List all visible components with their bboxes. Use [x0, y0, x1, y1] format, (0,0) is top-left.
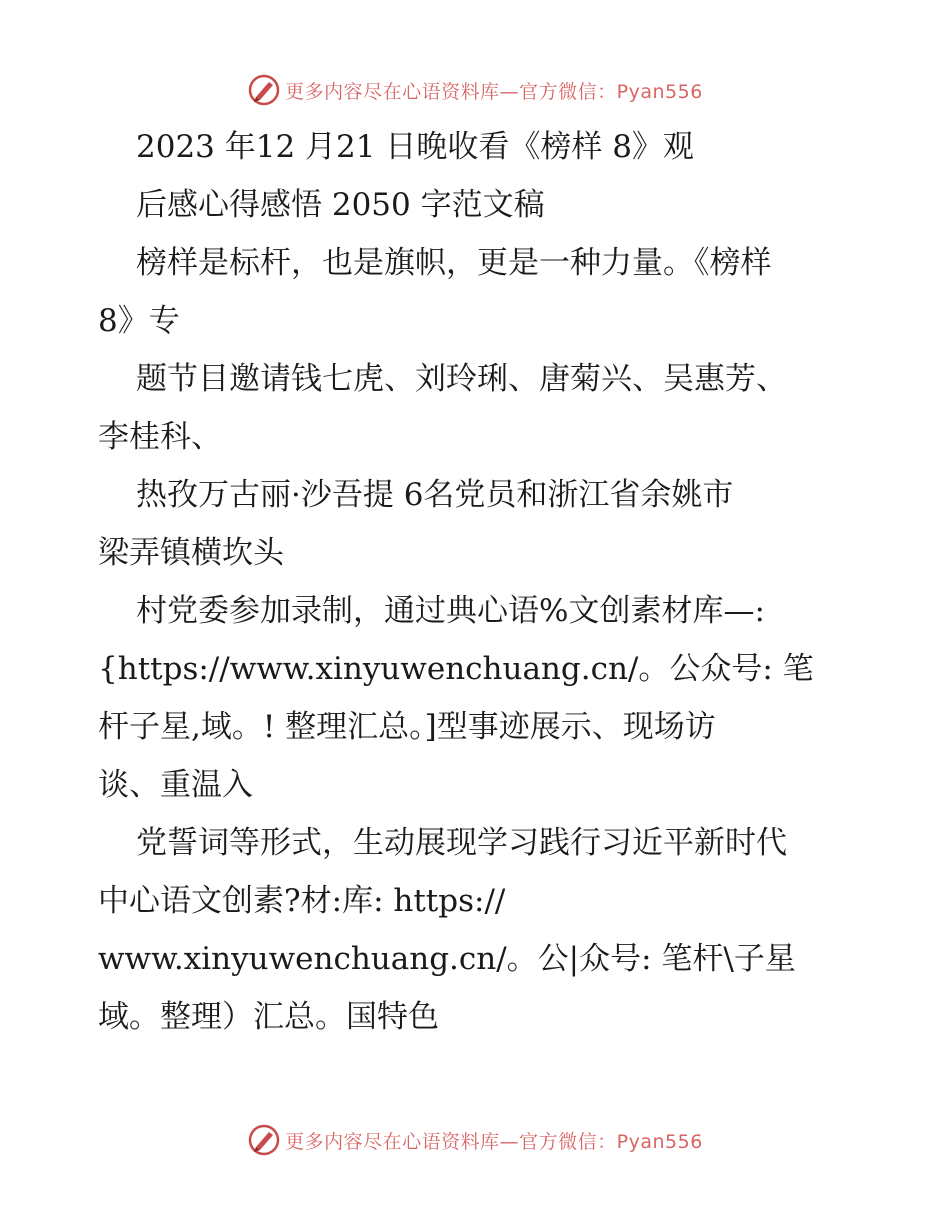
text-line: 后感心得感悟 2050 字范文稿	[136, 187, 545, 223]
text-line: 8》专	[98, 303, 180, 339]
text-line: 中心语文创素?材:库: https://	[98, 883, 506, 919]
pen-logo-icon	[247, 73, 281, 107]
text-line: {https://www.xinyuwenchuang.cn/。公众号: 笔	[98, 651, 814, 687]
text-line: 2023 年12 月21 日晚收看《榜样 8》观	[136, 129, 694, 165]
text-line: 村党委参加录制，通过典心语%文创素材库—:	[136, 593, 765, 629]
watermark-text: 更多内容尽在心语资料库—官方微信：Pyan556	[285, 80, 703, 103]
text-line: 榜样是标杆，也是旗帜，更是一种力量。《榜样	[136, 245, 772, 281]
text-line: 谈、重温入	[98, 767, 253, 803]
text-line: 杆子星,域。! 整理汇总。]型事迹展示、现场访	[98, 709, 716, 745]
watermark-header	[0, 70, 950, 110]
document-body	[98, 118, 858, 1046]
text-line: 李桂科、	[98, 419, 222, 455]
text-line: 梁弄镇横坎头	[98, 535, 284, 571]
watermark-footer	[0, 1120, 950, 1160]
text-line: 党誓词等形式，生动展现学习践行习近平新时代	[136, 825, 787, 861]
text-line: 域。整理）汇总。国特色	[98, 999, 439, 1035]
text-line: 题节目邀请钱七虎、刘玲琍、唐菊兴、吴惠芳、	[136, 361, 787, 397]
text-line: 热孜万古丽·沙吾提 6名党员和浙江省余姚市	[136, 477, 734, 513]
watermark-text: 更多内容尽在心语资料库—官方微信：Pyan556	[285, 1130, 703, 1153]
text-line: www.xinyuwenchuang.cn/。公|众号: 笔杆\子星	[98, 941, 796, 977]
pen-logo-icon	[247, 1123, 281, 1157]
